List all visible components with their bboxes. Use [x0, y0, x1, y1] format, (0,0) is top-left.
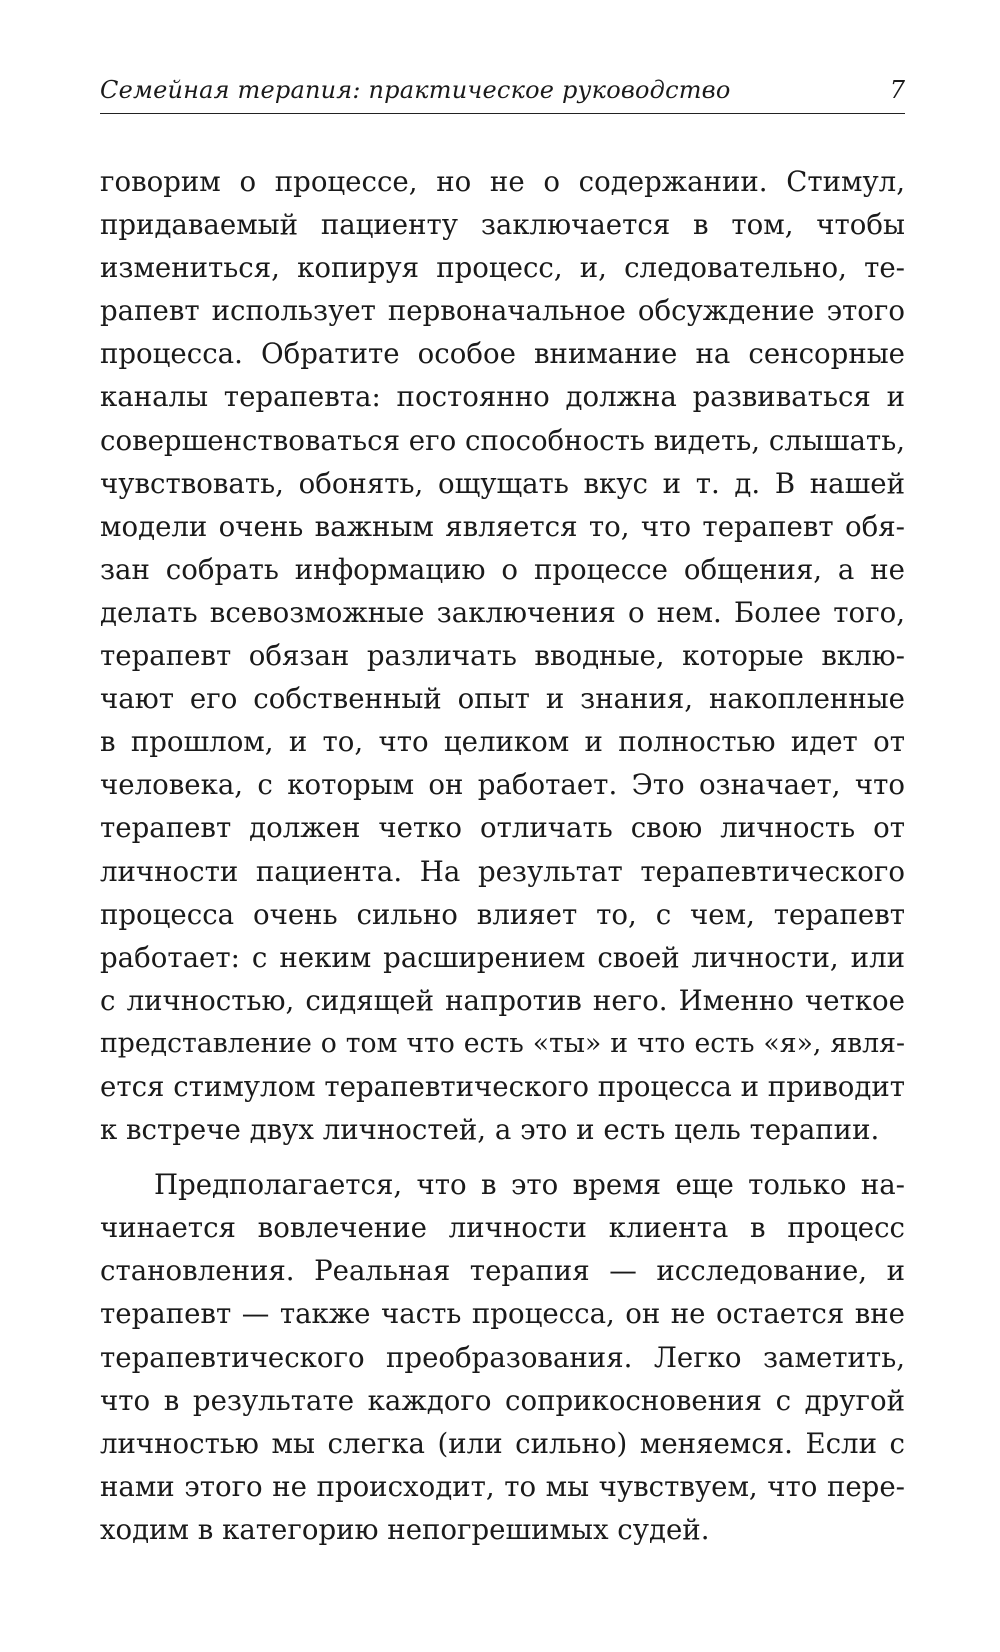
text-line: к встрече двух личностей, а это и есть цель терапии. — [100, 1113, 880, 1147]
text-line: чинается вовлечение личности клиента в процесс — [100, 1211, 905, 1245]
text-line: ется стимулом терапевтического процесса и приводит — [100, 1069, 906, 1103]
text-line: рапевт использует первоначальное обсуждение этого — [100, 294, 905, 328]
text-line: личности пациента. На результат терапевтического — [100, 854, 905, 888]
text-line: говорим о процессе, но не о содержании. Стимул, — [100, 165, 905, 198]
text-line: ходим в категорию непогрешимых судей. — [100, 1512, 710, 1546]
paragraph-gap — [100, 1151, 905, 1163]
paragraph-1 — [100, 160, 905, 1151]
text-line: терапевт обязан различать вводные, которые вклю- — [100, 639, 905, 673]
text-line: личностью мы слегка (или сильно) меняемся. Если с — [100, 1426, 905, 1460]
running-head — [100, 74, 905, 114]
text-line: что в результате каждого соприкосновения с другой — [100, 1383, 905, 1417]
text-line: в прошлом, и то, что целиком и полностью идет от — [100, 725, 905, 759]
text-line: модели очень важным является то, что терапевт обя- — [100, 509, 905, 543]
text-line: совершенствоваться его способность видеть, слышать, — [100, 423, 905, 457]
text-line: человека, с которым он работает. Это означает, что — [100, 768, 905, 802]
body-text — [100, 160, 905, 1551]
paragraph-2 — [100, 1163, 905, 1551]
text-line: зан собрать информацию о процессе общения, а не — [100, 552, 905, 586]
text-line: становления. Реальная терапия — исследование, и — [100, 1254, 905, 1288]
text-line: чают его собственный опыт и знания, накопленные — [100, 682, 905, 716]
text-line: придаваемый пациенту заключается в том, чтобы — [100, 208, 905, 242]
text-line: нами этого не происходит, то мы чувствуем, что пере- — [100, 1469, 905, 1503]
text-line: терапевтического преобразования. Легко заметить, — [100, 1340, 905, 1374]
text-line: Предполагается, что в это время еще только на- — [154, 1168, 905, 1202]
text-line: с личностью, сидящей напротив него. Именно четкое — [100, 983, 905, 1017]
running-title: Семейная терапия: практическое руководство — [100, 76, 731, 104]
text-line: измениться, копируя процесс, и, следовательно, те- — [100, 251, 905, 285]
text-line: каналы терапевта: постоянно должна развиваться и — [100, 380, 905, 414]
text-line: работает: с неким расширением своей личности, или — [100, 940, 905, 974]
text-line: делать всевозможные заключения о нем. Более того, — [100, 595, 905, 629]
text-line: терапевт — также часть процесса, он не остается вне — [100, 1297, 905, 1331]
text-line: процесса очень сильно влияет то, с чем, терапевт — [100, 897, 905, 931]
text-line: представление о том что есть «ты» и что есть «я», явля- — [100, 1027, 905, 1059]
text-line: чувствовать, обонять, ощущать вкус и т. д. В нашей — [100, 466, 905, 500]
page-number: 7 — [889, 76, 905, 104]
text-line: терапевт должен четко отличать свою личность от — [100, 811, 905, 845]
text-line: процесса. Обратите особое внимание на сенсорные — [100, 337, 905, 371]
